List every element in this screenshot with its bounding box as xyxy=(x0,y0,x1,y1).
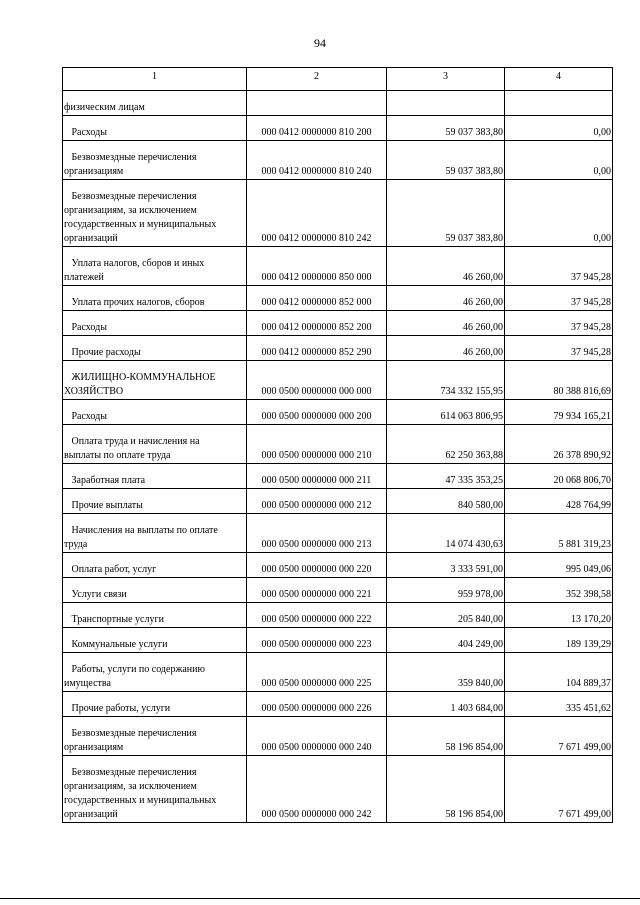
row-value-col3-cell: 959 978,00 xyxy=(387,578,505,603)
row-value-col3-cell: 62 250 363,88 xyxy=(387,425,505,464)
row-value-col4-cell: 37 945,28 xyxy=(505,286,613,311)
row-name-cell: Оплата работ, услуг xyxy=(63,553,247,578)
header-col-2: 2 xyxy=(247,68,387,91)
row-code-cell: 000 0412 0000000 810 240 xyxy=(247,141,387,180)
row-value-col4-cell: 7 671 499,00 xyxy=(505,717,613,756)
row-name-cell: Прочие выплаты xyxy=(63,489,247,514)
row-value-col3-cell: 59 037 383,80 xyxy=(387,180,505,247)
header-col-3: 3 xyxy=(387,68,505,91)
row-value-col4-cell: 0,00 xyxy=(505,180,613,247)
row-value-col4-cell: 0,00 xyxy=(505,116,613,141)
row-value-col3-cell: 46 260,00 xyxy=(387,336,505,361)
table-row xyxy=(63,141,613,180)
row-value-col3-cell: 1 403 684,00 xyxy=(387,692,505,717)
row-name-cell: Безвозмездные перечисления организациям, за исключением государственных и муниципальных организаций xyxy=(63,756,247,823)
row-value-col4-cell: 80 388 816,69 xyxy=(505,361,613,400)
header-row xyxy=(63,68,613,91)
row-code-cell: 000 0500 0000000 000 200 xyxy=(247,400,387,425)
row-value-col4-cell: 0,00 xyxy=(505,141,613,180)
row-code-cell: 000 0500 0000000 000 210 xyxy=(247,425,387,464)
table-row xyxy=(63,247,613,286)
row-value-col4-cell: 189 139,29 xyxy=(505,628,613,653)
row-value-col4-cell: 428 764,99 xyxy=(505,489,613,514)
table-body xyxy=(63,91,613,823)
row-value-col3-cell: 46 260,00 xyxy=(387,247,505,286)
row-value-col3-cell: 46 260,00 xyxy=(387,311,505,336)
table-row xyxy=(63,653,613,692)
row-code-cell: 000 0412 0000000 852 200 xyxy=(247,311,387,336)
row-value-col4-cell: 13 170,20 xyxy=(505,603,613,628)
row-name-cell: Расходы xyxy=(63,116,247,141)
row-name-cell: Работы, услуги по содержанию имущества xyxy=(63,653,247,692)
row-value-col3-cell: 58 196 854,00 xyxy=(387,717,505,756)
row-value-col4-cell: 335 451,62 xyxy=(505,692,613,717)
row-value-col3-cell: 205 840,00 xyxy=(387,603,505,628)
table-row xyxy=(63,116,613,141)
row-name-cell: Безвозмездные перечисления организациям xyxy=(63,141,247,180)
row-value-col4-cell: 26 378 890,92 xyxy=(505,425,613,464)
table-row xyxy=(63,603,613,628)
budget-table xyxy=(62,67,613,823)
header-col-1: 1 xyxy=(63,68,247,91)
table-row xyxy=(63,489,613,514)
row-value-col3-cell xyxy=(387,91,505,116)
table-row xyxy=(63,464,613,489)
page-number: 94 xyxy=(314,36,326,50)
table-row xyxy=(63,628,613,653)
row-name-cell: Заработная плата xyxy=(63,464,247,489)
table-row xyxy=(63,717,613,756)
row-value-col3-cell: 59 037 383,80 xyxy=(387,116,505,141)
row-value-col4-cell: 37 945,28 xyxy=(505,311,613,336)
row-value-col3-cell: 59 037 383,80 xyxy=(387,141,505,180)
table-row xyxy=(63,514,613,553)
row-name-cell: Транспортные услуги xyxy=(63,603,247,628)
table-row xyxy=(63,286,613,311)
row-code-cell: 000 0500 0000000 000 242 xyxy=(247,756,387,823)
row-name-cell: Уплата прочих налогов, сборов xyxy=(63,286,247,311)
row-code-cell: 000 0500 0000000 000 223 xyxy=(247,628,387,653)
table-row xyxy=(63,578,613,603)
row-value-col3-cell: 3 333 591,00 xyxy=(387,553,505,578)
row-name-cell: Услуги связи xyxy=(63,578,247,603)
row-value-col4-cell: 37 945,28 xyxy=(505,336,613,361)
table-row xyxy=(63,336,613,361)
row-value-col4-cell: 104 889,37 xyxy=(505,653,613,692)
table-row xyxy=(63,180,613,247)
row-value-col3-cell: 359 840,00 xyxy=(387,653,505,692)
row-name-cell: Уплата налогов, сборов и иных платежей xyxy=(63,247,247,286)
row-value-col3-cell: 58 196 854,00 xyxy=(387,756,505,823)
row-value-col3-cell: 734 332 155,95 xyxy=(387,361,505,400)
row-value-col3-cell: 14 074 430,63 xyxy=(387,514,505,553)
row-value-col4-cell: 5 881 319,23 xyxy=(505,514,613,553)
page-bottom-rule xyxy=(0,898,640,899)
row-code-cell: 000 0500 0000000 000 000 xyxy=(247,361,387,400)
row-value-col4-cell: 352 398,58 xyxy=(505,578,613,603)
row-code-cell: 000 0500 0000000 000 222 xyxy=(247,603,387,628)
row-value-col3-cell: 404 249,00 xyxy=(387,628,505,653)
row-code-cell: 000 0412 0000000 852 290 xyxy=(247,336,387,361)
row-code-cell xyxy=(247,91,387,116)
row-value-col4-cell: 20 068 806,70 xyxy=(505,464,613,489)
row-code-cell: 000 0500 0000000 000 211 xyxy=(247,464,387,489)
row-code-cell: 000 0500 0000000 000 220 xyxy=(247,553,387,578)
row-code-cell: 000 0412 0000000 810 242 xyxy=(247,180,387,247)
table-row xyxy=(63,400,613,425)
table-header xyxy=(63,68,613,91)
row-value-col3-cell: 840 580,00 xyxy=(387,489,505,514)
row-code-cell: 000 0500 0000000 000 212 xyxy=(247,489,387,514)
table-row xyxy=(63,91,613,116)
table-row xyxy=(63,553,613,578)
row-name-cell: Коммунальные услуги xyxy=(63,628,247,653)
row-code-cell: 000 0412 0000000 852 000 xyxy=(247,286,387,311)
row-code-cell: 000 0500 0000000 000 213 xyxy=(247,514,387,553)
row-value-col4-cell: 79 934 165,21 xyxy=(505,400,613,425)
row-code-cell: 000 0500 0000000 000 226 xyxy=(247,692,387,717)
row-name-cell: Безвозмездные перечисления организациям xyxy=(63,717,247,756)
row-name-cell: Начисления на выплаты по оплате труда xyxy=(63,514,247,553)
row-code-cell: 000 0412 0000000 810 200 xyxy=(247,116,387,141)
row-value-col4-cell: 995 049,06 xyxy=(505,553,613,578)
row-value-col3-cell: 46 260,00 xyxy=(387,286,505,311)
table-row xyxy=(63,311,613,336)
table-row xyxy=(63,361,613,400)
row-name-cell: Прочие работы, услуги xyxy=(63,692,247,717)
row-code-cell: 000 0500 0000000 000 240 xyxy=(247,717,387,756)
row-name-cell: Прочие расходы xyxy=(63,336,247,361)
table-row xyxy=(63,425,613,464)
row-name-cell: Расходы xyxy=(63,400,247,425)
row-value-col3-cell: 614 063 806,95 xyxy=(387,400,505,425)
row-name-cell: Расходы xyxy=(63,311,247,336)
row-code-cell: 000 0412 0000000 850 000 xyxy=(247,247,387,286)
table-row xyxy=(63,756,613,823)
row-value-col4-cell xyxy=(505,91,613,116)
row-name-cell: физическим лицам xyxy=(63,91,247,116)
row-value-col4-cell: 7 671 499,00 xyxy=(505,756,613,823)
row-name-cell: Оплата труда и начисления на выплаты по оплате труда xyxy=(63,425,247,464)
table-row xyxy=(63,692,613,717)
row-name-cell: ЖИЛИЩНО-КОММУНАЛЬНОЕ ХОЗЯЙСТВО xyxy=(63,361,247,400)
row-value-col3-cell: 47 335 353,25 xyxy=(387,464,505,489)
row-name-cell: Безвозмездные перечисления организациям, за исключением государственных и муниципальных организаций xyxy=(63,180,247,247)
row-code-cell: 000 0500 0000000 000 221 xyxy=(247,578,387,603)
row-code-cell: 000 0500 0000000 000 225 xyxy=(247,653,387,692)
header-col-4: 4 xyxy=(505,68,613,91)
row-value-col4-cell: 37 945,28 xyxy=(505,247,613,286)
